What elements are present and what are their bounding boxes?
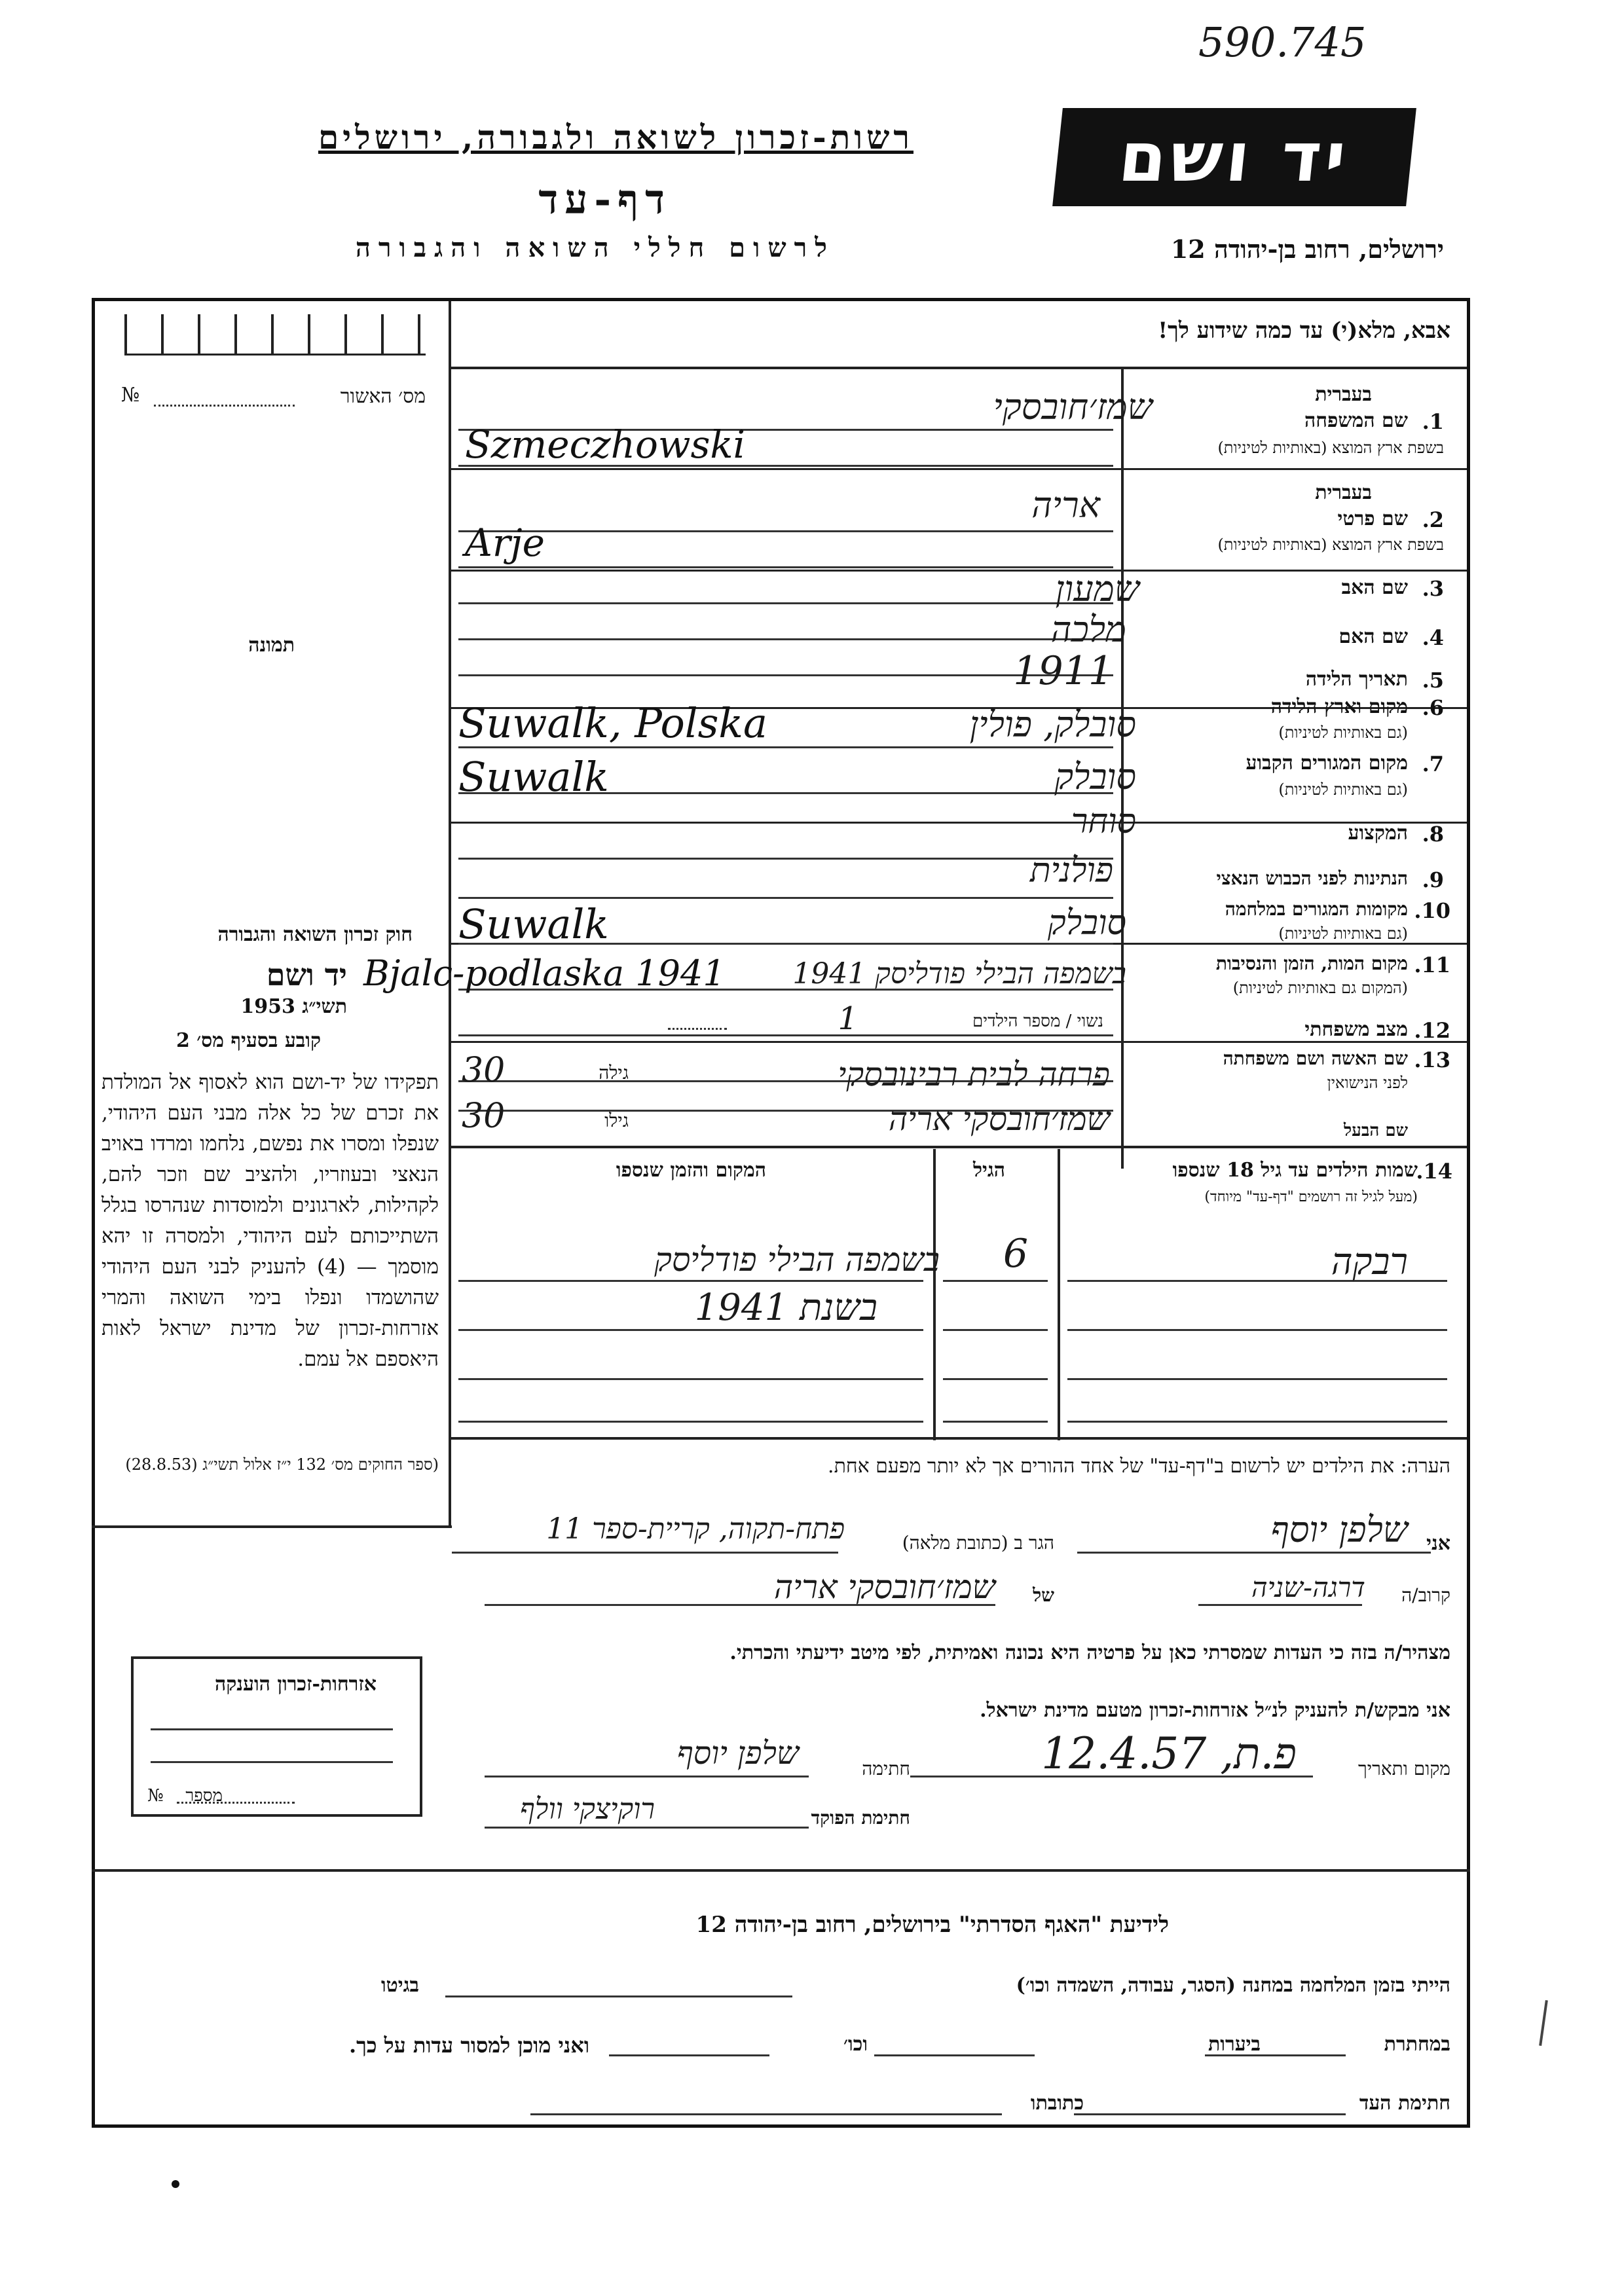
field-7-sub: (גם באותיות לטיניות): [1278, 780, 1408, 799]
signature-value: שלפן יוסף: [676, 1735, 799, 1772]
field-7-label: מקום המגורים הקבוע: [1246, 752, 1408, 774]
mother-name: מלכה: [1050, 609, 1126, 650]
field-2-num: 2.: [1422, 507, 1444, 532]
children-note: הערה: את הילדים יש לרשום ב"דף-עד" של אחד ההורים אך לא יותר מפעם אחת.: [828, 1455, 1450, 1478]
residence-latin: Suwalk: [458, 753, 609, 801]
wartime-residence-latin: Suwalk: [458, 900, 609, 948]
field-13-sub: לפני הנישואין: [1327, 1074, 1408, 1092]
witness-address-label: כתובתו: [1030, 2092, 1084, 2115]
field-11-sub: (המקום גם באותיות לטיניות): [1232, 979, 1408, 997]
law-year: תשי״ג 1953: [240, 995, 347, 1018]
wartime-residence-hebrew: סובלק: [1047, 903, 1126, 943]
etc-label: וכו׳: [843, 2033, 868, 2056]
children-count: 1: [838, 1000, 858, 1037]
top-instruction: אבא, מלא(י) עד כמה שידוע לך!: [1158, 318, 1450, 344]
field-3-num: 3.: [1422, 576, 1444, 601]
field-8-num: 8.: [1422, 822, 1444, 847]
approval-number-no: №: [121, 384, 140, 407]
wife-name: פרחה לבית רבינובסקי: [838, 1055, 1110, 1093]
place-header: המקום והזמן שנספו: [616, 1159, 766, 1182]
field-5-num: 5.: [1422, 668, 1444, 693]
death-place-hebrew: בשמפה הבילי פודליסק 1941: [792, 957, 1126, 991]
children-header: שמות הילדים עד גיל 18 שנספו: [1172, 1159, 1418, 1182]
citizenship: פולנית: [1029, 851, 1113, 890]
law-name: יד ושם: [266, 957, 347, 993]
field-10-label: מקומות המגורים במלחמה: [1225, 898, 1408, 920]
logo-text: יד ושם: [1115, 117, 1354, 197]
ani-value: שלפן יוסף: [1270, 1509, 1408, 1550]
child-time: בשנת 1941: [694, 1286, 877, 1329]
citizenship-box-no: №: [147, 1786, 164, 1806]
wife-age-label: גילה: [599, 1062, 629, 1084]
field-7-num: 7.: [1422, 752, 1444, 776]
father-name: שמעון: [1055, 568, 1139, 610]
photo-label: תמונה: [248, 634, 295, 657]
firstname-latin: Arje: [465, 520, 545, 565]
signature-label: חתימה: [862, 1758, 910, 1779]
form-subtitle: לרשום חללי השואה והגבורה: [355, 232, 835, 263]
shel-value: שמז׳חובסקי אריה: [773, 1568, 995, 1606]
firstname-hebrew: אריה: [1031, 484, 1100, 526]
relation-value: דרגה-שניה: [1251, 1571, 1365, 1603]
profession: סוחר: [1071, 802, 1136, 841]
dot-mark: [172, 2180, 179, 2188]
slash-mark: [1539, 2000, 1548, 2046]
archive-number: 590.745: [1198, 18, 1367, 66]
ani-label: אני: [1426, 1532, 1450, 1555]
bottom-line1: הייתי בזמן המלחמה במחנה (הסגר, עבודה, השמדה וכו׳): [1016, 1974, 1450, 1997]
husband-name: שמז׳חובסקי אריה: [888, 1100, 1110, 1138]
field-12-num: 12.: [1414, 1018, 1450, 1043]
shel-label: של: [1033, 1584, 1054, 1606]
field-6-sub: (גם באותיות לטיניות): [1278, 723, 1408, 742]
marital-status: נשוי / מספר הילדים: [972, 1011, 1103, 1031]
law-dash-title: חוק זכרון השואה והגבורה: [217, 923, 413, 946]
field-3-label: שם האב: [1341, 576, 1408, 599]
field-2-sub: בשפת ארץ המוצא (באותיות לטיניות): [1217, 536, 1444, 554]
relation-label: קרוב/ה: [1401, 1584, 1450, 1606]
ghetto-label: בגיטו: [380, 1974, 419, 1997]
field-1-num: 1.: [1422, 409, 1444, 434]
children-sub: (מעל לגיל זה רושמים "דף-עד" מיוחד): [1204, 1189, 1418, 1205]
hebrew-header-1: בעברית: [1315, 383, 1372, 406]
field-5-label: תאריך הלידה: [1305, 668, 1408, 691]
gar-value: פתח-תקוה, קריית-ספר 11: [546, 1512, 845, 1546]
hebrew-header-2: בעברית: [1315, 481, 1372, 504]
wife-age: 30: [462, 1051, 506, 1090]
birth-date: 1911: [1013, 648, 1113, 694]
address: ירושלים, רחוב בן-יהודה 12: [1170, 234, 1444, 264]
field-6-num: 6.: [1422, 695, 1444, 720]
field-8-label: המקצוע: [1348, 822, 1408, 845]
place-date-value: פ.ת, 12.4.57: [1041, 1728, 1297, 1779]
citizenship-box-title: אזרחות-זכרון הוענקה: [214, 1673, 377, 1696]
partisans-label: במחתרת: [1384, 2033, 1450, 2056]
field-1-label: שם המשפחה: [1304, 409, 1408, 432]
approval-number-boxes: [124, 314, 426, 355]
child-name: רבקה: [1331, 1241, 1408, 1283]
field-10-sub: (גם באותיות לטיניות): [1278, 924, 1408, 943]
field-2-label: שם פרטי: [1337, 507, 1408, 530]
form-title: דף-עד: [538, 175, 671, 223]
field-1-sub: בשפת ארץ המוצא (באותיות לטיניות): [1217, 439, 1444, 457]
bottom-title: לידיעת "האגף הסדרתי" בירושלים, רחוב בן-יהודה 12: [695, 1912, 1169, 1938]
authority-title: רשות-זכרון לשואה ולגבורה, ירושלים: [318, 118, 913, 156]
citizenship-request: אני מבקש/ת להעניק לנ״ל אזרחות-זכרון מטעם מדינת ישראל.: [980, 1699, 1450, 1722]
field-10-num: 10.: [1414, 898, 1450, 923]
field-9-num: 9.: [1422, 867, 1444, 892]
yad-vashem-logo: [1052, 108, 1416, 206]
surname-latin: Szmeczhowski: [465, 422, 746, 467]
field-4-num: 4.: [1422, 625, 1444, 650]
age-header: הגיל: [972, 1159, 1005, 1182]
birthplace-hebrew: סובלק, פולין: [969, 704, 1136, 745]
surname-hebrew: שמז׳חובסקי: [993, 386, 1153, 428]
witness-sig-label: חתימת העד: [1359, 2092, 1450, 2115]
residence-hebrew: סובלק: [1054, 756, 1136, 797]
declaration-text: מצהיר/ה בזה כי העדות שמסרתי כאן על פרטיה היא נכונה ואמיתית, לפי מיטב ידיעתי והכרתי.: [729, 1641, 1450, 1664]
ready-label: ואני מוכן למסור עדות על כך.: [348, 2033, 589, 2058]
field-12-label: מצב משפחתי: [1304, 1018, 1408, 1041]
field-9-label: הנתינות לפני הכבוש הנאצי: [1216, 867, 1408, 889]
law-body: תפקידו של יד-ושם הוא לאסוף אל המולדת את זכרם של כל אלה מבני העם היהודי, שנפלו ומסרו את נפשם, נלחמו ומרדו באויב הנאצי ובעוזריו, ולהציב שם וזכר להם, לקהילות, לארגונים ולמוסדות שנהרסו בגלל השתייכותם לעם היהודי, ולמסרה זו יהא מוסמך — (4) להעניק לבני העם היהודי שהושמדו ונפלו בימי השואה והמרי אזרחות-זכרון של מדינת ישראל לאות היאספם אל עמם.: [101, 1070, 439, 1371]
field-13-label: שם האשה ושם משפחתה: [1223, 1048, 1408, 1069]
field-6-label: מקום וארץ הלידה: [1270, 695, 1408, 718]
husband-age-label: גילו: [604, 1110, 629, 1131]
forests-label: ביערות: [1208, 2033, 1261, 2056]
law-clause: קובע בסעיף מס׳ 2: [175, 1029, 321, 1052]
law-source: (ספר החוקים מס׳ 132 י״ז אלול תשי״ג (28.8.53): [125, 1455, 439, 1474]
gar-label: הגר ב (כתובת מלאה): [902, 1532, 1054, 1554]
approval-number-label: מס׳ האשור: [340, 385, 426, 408]
field-13-num: 13.: [1414, 1048, 1450, 1072]
husband-label: שם הבעל: [1343, 1121, 1408, 1140]
officer-value: רוקיצקי וולף: [520, 1793, 655, 1826]
children-num: 14.: [1416, 1159, 1452, 1184]
field-11-label: מקום המות, הזמן והנסיבות: [1215, 953, 1408, 974]
field-4-label: שם האם: [1338, 625, 1408, 648]
child-place: בשמפה הבילי פודליסק: [654, 1241, 940, 1279]
place-date-label: מקום ותאריך: [1357, 1758, 1450, 1779]
death-place-latin: Bjalc-podlaska 1941: [363, 953, 726, 994]
husband-age: 30: [462, 1097, 506, 1136]
child-age: 6: [1003, 1231, 1028, 1277]
birthplace-latin: Suwalk, Polska: [458, 699, 767, 747]
field-11-num: 11.: [1414, 953, 1450, 977]
officer-label: חתימת הפוקד: [811, 1807, 910, 1829]
citizenship-box-number: מספר: [185, 1786, 223, 1806]
